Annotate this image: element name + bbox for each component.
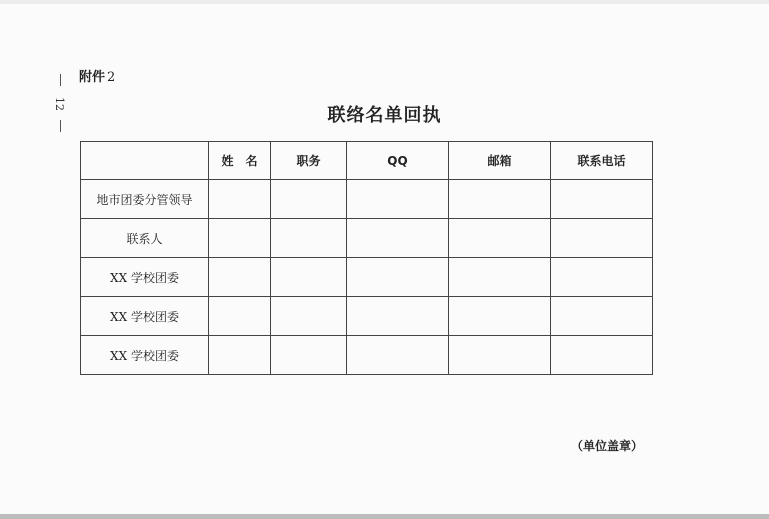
table-cell[interactable] [449, 258, 551, 297]
table-cell[interactable] [449, 219, 551, 258]
contact-roster-table [80, 141, 653, 375]
table-cell[interactable] [271, 336, 347, 375]
row-label: 联系人 [81, 219, 209, 258]
table-row [81, 297, 653, 336]
table-cell[interactable] [209, 336, 271, 375]
attachment-number: 2 [107, 70, 116, 85]
table-cell[interactable] [347, 336, 449, 375]
table-cell[interactable] [551, 297, 653, 336]
row-label: XX 学校团委 [81, 258, 209, 297]
table-cell[interactable] [449, 336, 551, 375]
table-cell[interactable] [551, 180, 653, 219]
attachment-label [79, 66, 115, 85]
table-cell[interactable] [209, 258, 271, 297]
page-top-edge [0, 0, 769, 4]
table-cell[interactable] [551, 219, 653, 258]
table-row [81, 180, 653, 219]
header-cell-position: 职务 [271, 142, 347, 180]
row-label: XX 学校团委 [81, 297, 209, 336]
unit-stamp-label: （单位盖章） [571, 439, 644, 453]
attachment-text: 附件 [79, 70, 106, 85]
table-cell[interactable] [347, 297, 449, 336]
table-cell[interactable] [551, 258, 653, 297]
table-cell[interactable] [271, 180, 347, 219]
header-cell-qq: QQ [347, 142, 449, 180]
table-cell[interactable] [551, 336, 653, 375]
table-cell[interactable] [449, 297, 551, 336]
table-cell[interactable] [209, 297, 271, 336]
header-cell-phone: 联系电话 [551, 142, 653, 180]
table-cell[interactable] [271, 297, 347, 336]
table-row [81, 258, 653, 297]
header-cell-blank [81, 142, 209, 180]
table-cell[interactable] [449, 180, 551, 219]
table-cell[interactable] [347, 219, 449, 258]
table-row [81, 219, 653, 258]
header-cell-name: 姓 名 [209, 142, 271, 180]
page-title: 联络名单回执 [327, 105, 442, 126]
table-cell[interactable] [271, 219, 347, 258]
table-cell[interactable] [209, 219, 271, 258]
table-cell[interactable] [347, 180, 449, 219]
row-label: 地市团委分管领导 [81, 180, 209, 219]
table-cell[interactable] [209, 180, 271, 219]
margin-dash-top [60, 74, 61, 86]
table-row [81, 336, 653, 375]
page-number: 12 [53, 97, 66, 111]
table-cell[interactable] [271, 258, 347, 297]
table-header-row [81, 142, 653, 180]
header-cell-email: 邮箱 [449, 142, 551, 180]
row-label: XX 学校团委 [81, 336, 209, 375]
table-cell[interactable] [347, 258, 449, 297]
page-bottom-edge [0, 514, 769, 519]
